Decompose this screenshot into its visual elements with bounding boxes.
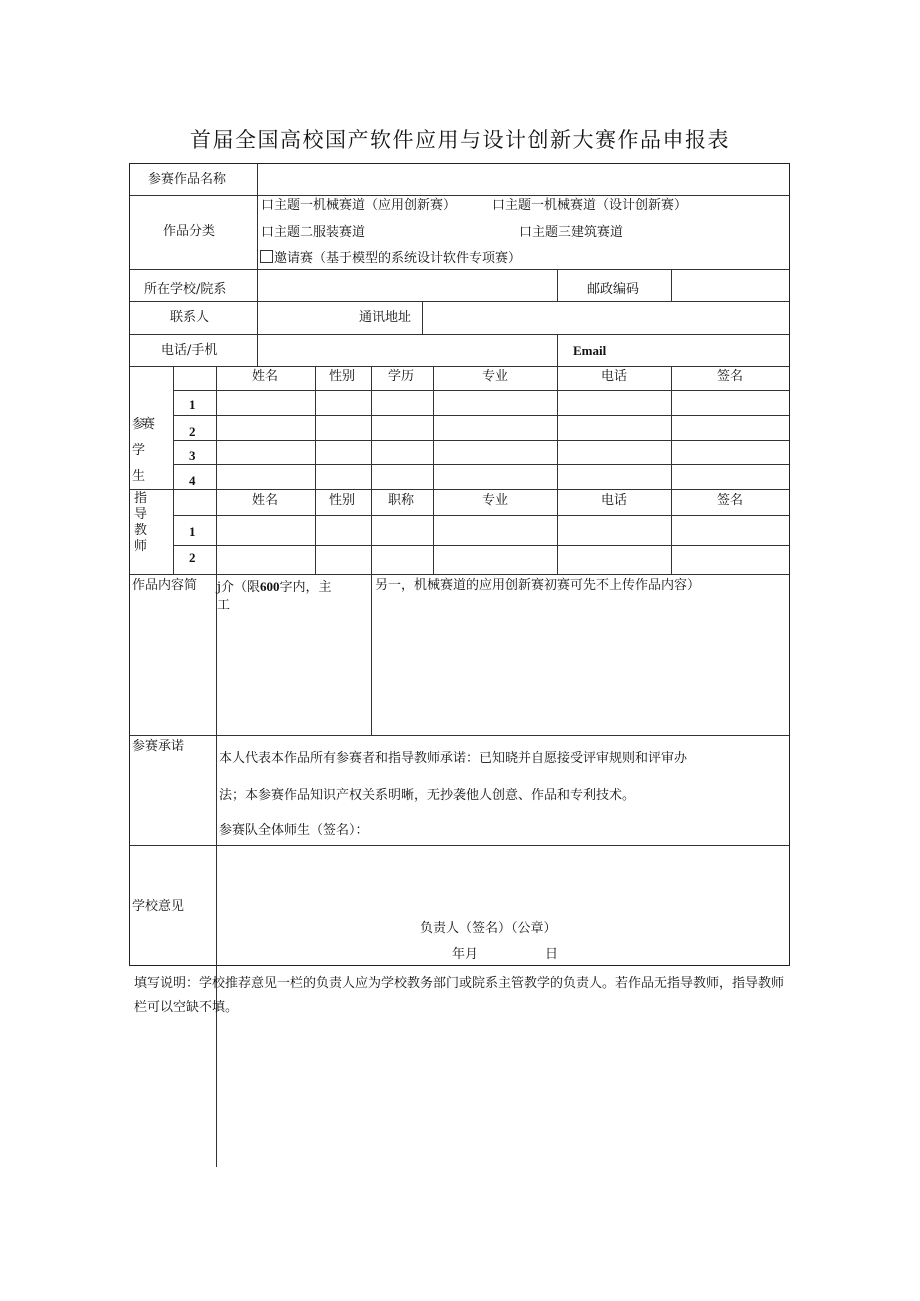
category-option-mech-design[interactable]: 口主题一机械赛道（设计创新赛）	[492, 198, 688, 213]
email-label: Email	[573, 343, 607, 358]
pledge-line2: 法；本参赛作品知识产权关系明晰，无抄袭他人创意、作品和专利技术。	[219, 788, 636, 803]
application-form: 参赛作品名称 作品分类 口主题一机械赛道（应用创新赛） 口主题一机械赛道（设计创新赛） 口主题二服装赛道 口主题三建筑赛道 邀请赛（基于模型的系统设计软件专项赛） 所在学校/院系 邮政编码 联系人 通讯地址 电话/手机 Email 参 赛 学 生 姓名 性别 学历 专业 电话 签名 1 2 3 4 指 导 教 师 姓名 性别 职称 专业 电话 签名 1 2 作品内容简 j介（限600字内，主 工 另一，机械赛道的应用创新赛初赛可先不上传作品内容） 参赛承诺 本人代表本作品所有参赛者和指导教师承诺：已知晓并自愿接受评审规则和评审办 法；本参赛作品知识产权关系明晰，无抄袭他人创意、作品和专利技术。 参赛队全体师生（签名）： 学校意见 负责人（签名）（公章） 年月 日	[129, 163, 790, 966]
work-name-label: 参赛作品名称	[148, 172, 227, 187]
student-row-number: 1	[189, 397, 196, 412]
col-signature: 签名	[717, 369, 744, 384]
school-field[interactable]	[259, 270, 555, 300]
checkbox-icon[interactable]: 口	[261, 198, 275, 213]
category-option-architecture[interactable]: 口主题三建筑赛道	[519, 225, 624, 240]
postcode-label: 邮政编码	[587, 282, 640, 297]
category-label: 作品分类	[163, 224, 216, 239]
pledge-signature-line: 参赛队全体师生（签名）：	[219, 823, 369, 838]
col-name: 姓名	[252, 369, 279, 384]
student-row-number: 3	[189, 448, 196, 463]
col-title: 职称	[388, 493, 415, 508]
content-instruction-left: j介（限600字内，主 工	[217, 579, 332, 613]
phone-field[interactable]	[259, 335, 555, 365]
date-year-month: 年月	[452, 947, 479, 962]
teacher-row-number: 1	[189, 524, 196, 539]
school-opinion-label: 学校意见	[132, 899, 185, 914]
col-education: 学历	[388, 369, 415, 384]
student-row-number: 2	[189, 424, 196, 439]
checkbox-icon[interactable]: 口	[261, 225, 275, 240]
content-label: 作品内容简	[132, 578, 198, 593]
checkbox-icon[interactable]: 口	[519, 225, 533, 240]
category-option-invitational[interactable]: 邀请赛（基于模型的系统设计软件专项赛）	[260, 250, 521, 267]
contact-label: 联系人	[170, 310, 210, 325]
date-day: 日	[545, 947, 559, 962]
col-signature: 签名	[717, 493, 744, 508]
col-major: 专业	[482, 369, 509, 384]
fill-in-note: 填写说明：学校推荐意见一栏的负责人应为学校教务部门或院系主管教学的负责人。若作品无指导教师，指导教师栏可以空缺不填。	[134, 976, 785, 1015]
pledge-label: 参赛承诺	[132, 739, 185, 754]
responsible-sign-line: 负责人（签名）（公章）	[420, 921, 557, 936]
col-phone: 电话	[601, 369, 628, 384]
phone-label: 电话/手机	[161, 343, 218, 358]
email-field[interactable]	[559, 335, 787, 365]
postcode-field[interactable]	[673, 270, 787, 300]
page-title: 首届全国高校国产软件应用与设计创新大赛作品申报表	[190, 128, 730, 152]
content-instruction-right: 另一，机械赛道的应用创新赛初赛可先不上传作品内容）	[375, 578, 701, 593]
category-option-mech-application[interactable]: 口主题一机械赛道（应用创新赛）	[261, 198, 457, 213]
pledge-line1: 本人代表本作品所有参赛者和指导教师承诺：已知晓并自愿接受评审规则和评审办	[219, 751, 688, 766]
school-label: 所在学校/院系	[144, 282, 227, 297]
address-label: 通讯地址	[359, 310, 412, 325]
col-gender: 性别	[329, 493, 356, 508]
school-opinion-field[interactable]	[218, 846, 787, 916]
category-option-clothing[interactable]: 口主题二服装赛道	[261, 225, 366, 240]
teacher-row-number: 2	[189, 550, 196, 565]
work-name-field[interactable]	[259, 165, 787, 194]
col-name: 姓名	[252, 493, 279, 508]
col-phone: 电话	[601, 493, 628, 508]
address-field[interactable]	[424, 302, 787, 333]
checkbox-icon[interactable]	[260, 250, 273, 263]
col-gender: 性别	[329, 369, 356, 384]
checkbox-icon[interactable]: 口	[492, 198, 506, 213]
col-major: 专业	[482, 493, 509, 508]
student-row-number: 4	[189, 473, 196, 488]
